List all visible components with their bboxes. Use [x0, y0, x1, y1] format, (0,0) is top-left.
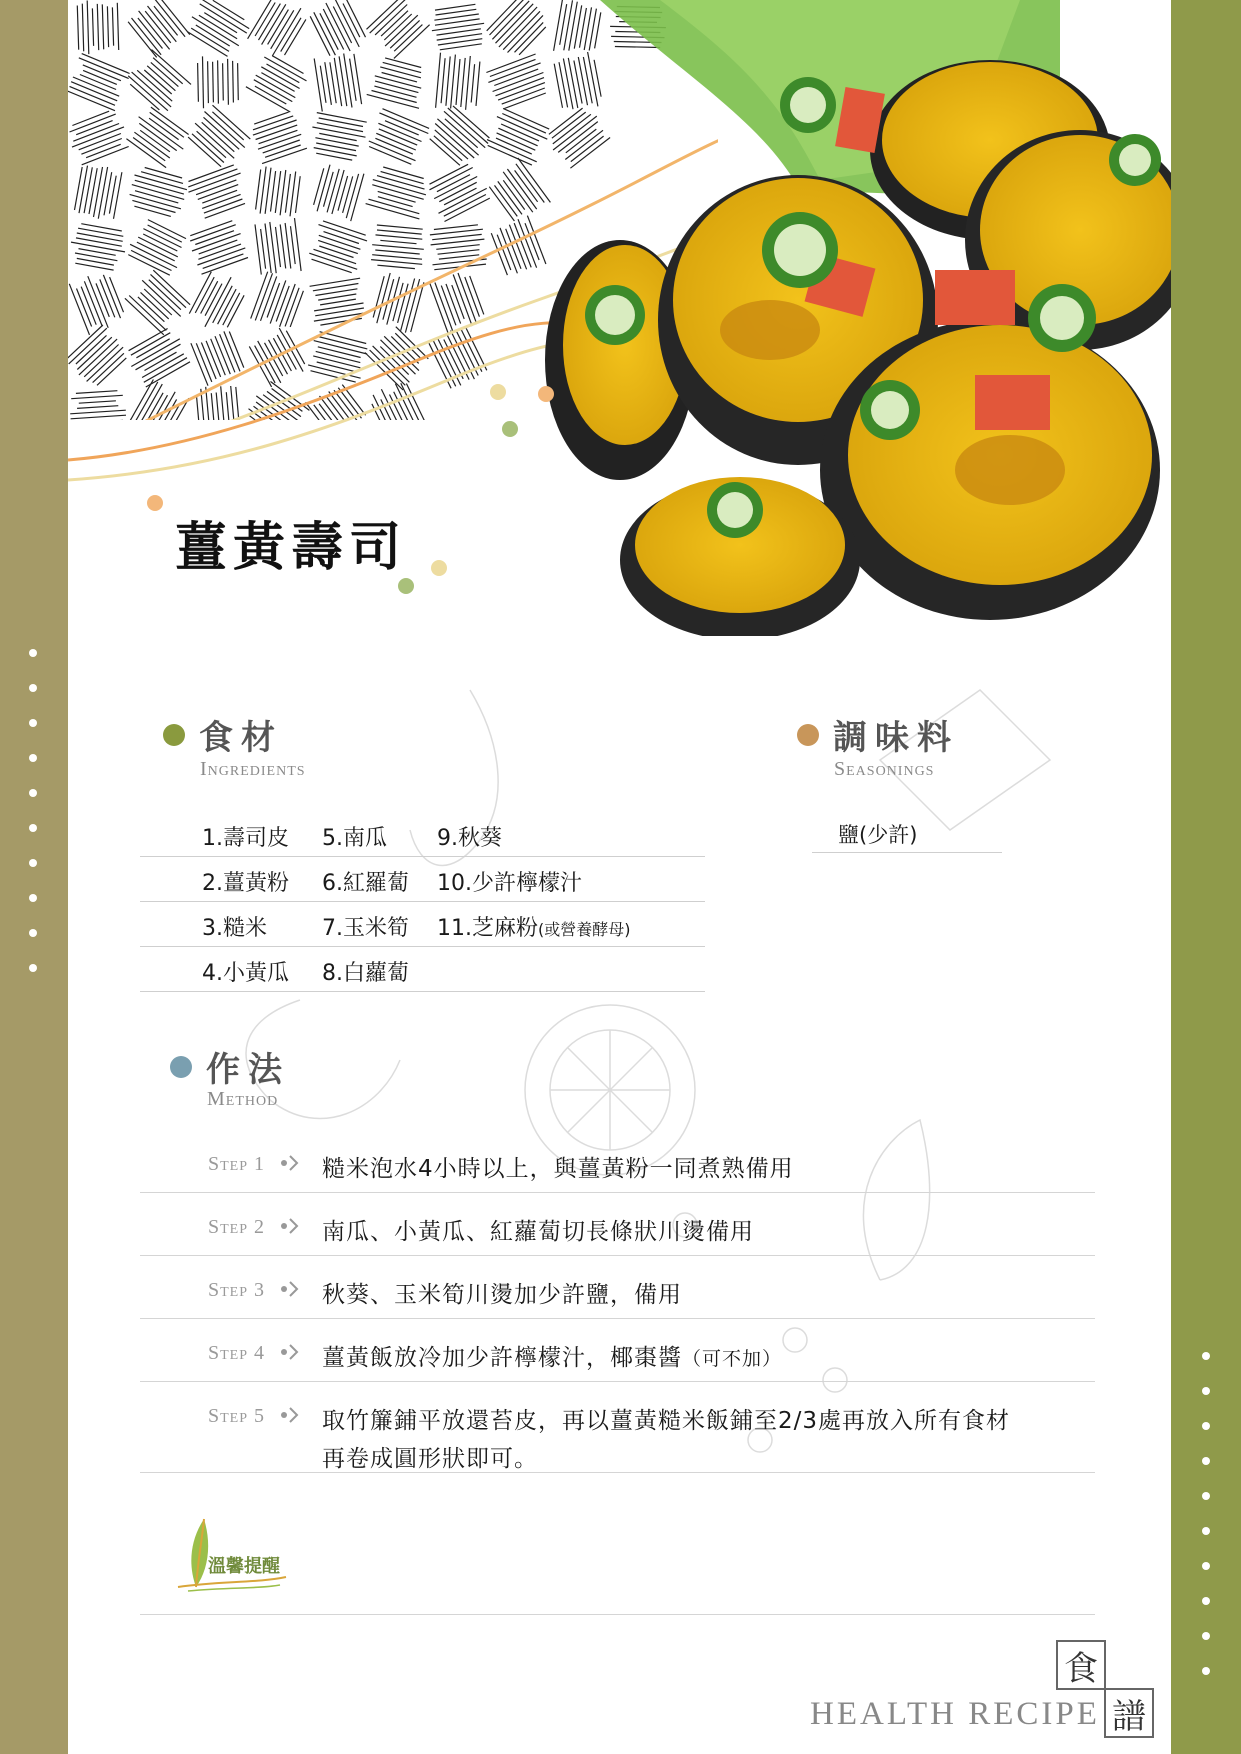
method-step: [140, 1319, 1095, 1382]
decor-dot: [431, 560, 447, 576]
ingredients-subheading: Ingredients: [200, 758, 306, 780]
ingredients-bullet: [163, 724, 185, 746]
method-heading-text: 作法: [206, 1050, 290, 1090]
ingredient-item-with-note: [437, 911, 631, 942]
seasonings-item-row: [812, 812, 1002, 853]
seasoning-item: 鹽(少許): [838, 823, 918, 847]
footer-stamp-2: 譜: [1104, 1688, 1154, 1738]
ingredient-item: 3.糙米: [202, 916, 267, 941]
step-text-group: [322, 1339, 782, 1378]
step-text: 取竹簾鋪平放還苔皮，再以薑黃糙米飯鋪至2/3處再放入所有食材: [322, 1408, 1011, 1434]
step-arrow-icon: [280, 1342, 302, 1362]
step-label: Step 2: [208, 1216, 266, 1238]
seasonings-bullet: [797, 724, 819, 746]
ingredient-item: 1.壽司皮: [202, 826, 289, 851]
step-label: Step 4: [208, 1342, 266, 1364]
footer-stamp-1: 食: [1056, 1640, 1106, 1690]
ingredient-note: (或營養酵母): [538, 920, 631, 939]
method-bullet: [170, 1056, 192, 1078]
recipe-title: 薑黃壽司: [175, 517, 408, 578]
footer-title: HEALTH RECIPE: [810, 1696, 1100, 1732]
decor-dot: [398, 578, 414, 594]
ingredient-item: 10.少許檸檬汁: [437, 871, 582, 896]
decor-dot: [538, 386, 554, 402]
ingredient-item: 7.玉米筍: [322, 916, 409, 941]
step-text-line-2: 再卷成圓形狀即可。: [322, 1446, 538, 1472]
method-step: [140, 1256, 1095, 1319]
step-label: Step 5: [208, 1405, 266, 1427]
method-heading: [170, 1042, 290, 1091]
decor-dot: [490, 384, 506, 400]
step-arrow-icon: [280, 1216, 302, 1236]
step-note: （可不加）: [682, 1348, 783, 1370]
seasonings-heading-text: 調味料: [833, 718, 959, 758]
right-dot-column: [1202, 1352, 1210, 1675]
ingredient-item: 2.薑黃粉: [202, 871, 289, 896]
seasonings-subheading: Seasonings: [834, 758, 935, 780]
ingredient-item: 6.紅羅蔔: [322, 871, 409, 896]
ingredients-row: [140, 812, 705, 857]
decor-dot: [502, 421, 518, 437]
ingredient-item: 11.芝麻粉: [437, 916, 538, 941]
ingredients-row: [140, 947, 705, 992]
ingredients-heading-text: 食材: [199, 718, 283, 758]
ingredient-item: 9.秋葵: [437, 826, 502, 851]
step-text: 薑黃飯放冷加少許檸檬汁，椰棗醬: [322, 1345, 682, 1371]
decor-dot: [147, 495, 163, 511]
method-step: [140, 1382, 1095, 1473]
method-subheading: Method: [207, 1088, 279, 1110]
sushi-photo: [540, 0, 1171, 636]
ingredient-item: 5.南瓜: [322, 826, 387, 851]
ingredients-row: [140, 902, 705, 947]
step-arrow-icon: [280, 1405, 302, 1425]
tip-label: 溫馨提醒: [208, 1556, 280, 1577]
left-dot-column: [29, 649, 37, 972]
step-text: 糙米泡水4小時以上，與薑黃粉一同煮熟備用: [322, 1156, 794, 1182]
method-steps: [140, 1130, 1095, 1473]
step-label: Step 3: [208, 1279, 266, 1301]
step-text: 秋葵、玉米筍川燙加少許鹽，備用: [322, 1282, 682, 1308]
ingredient-item: 4.小黃瓜: [202, 961, 289, 986]
ingredients-table: [140, 812, 705, 992]
seasonings-heading: [797, 710, 959, 759]
ingredients-row: [140, 857, 705, 902]
method-step: [140, 1130, 1095, 1193]
ingredient-item: 8.白蘿蔔: [322, 961, 409, 986]
method-step: [140, 1193, 1095, 1256]
step-arrow-icon: [280, 1153, 302, 1173]
ingredients-heading: [163, 710, 283, 759]
tip-divider: [140, 1614, 1095, 1615]
step-arrow-icon: [280, 1279, 302, 1299]
step-label: Step 1: [208, 1153, 266, 1175]
step-text: 南瓜、小黃瓜、紅蘿蔔切長條狀川燙備用: [322, 1219, 754, 1245]
step-text-group: [322, 1402, 1010, 1478]
